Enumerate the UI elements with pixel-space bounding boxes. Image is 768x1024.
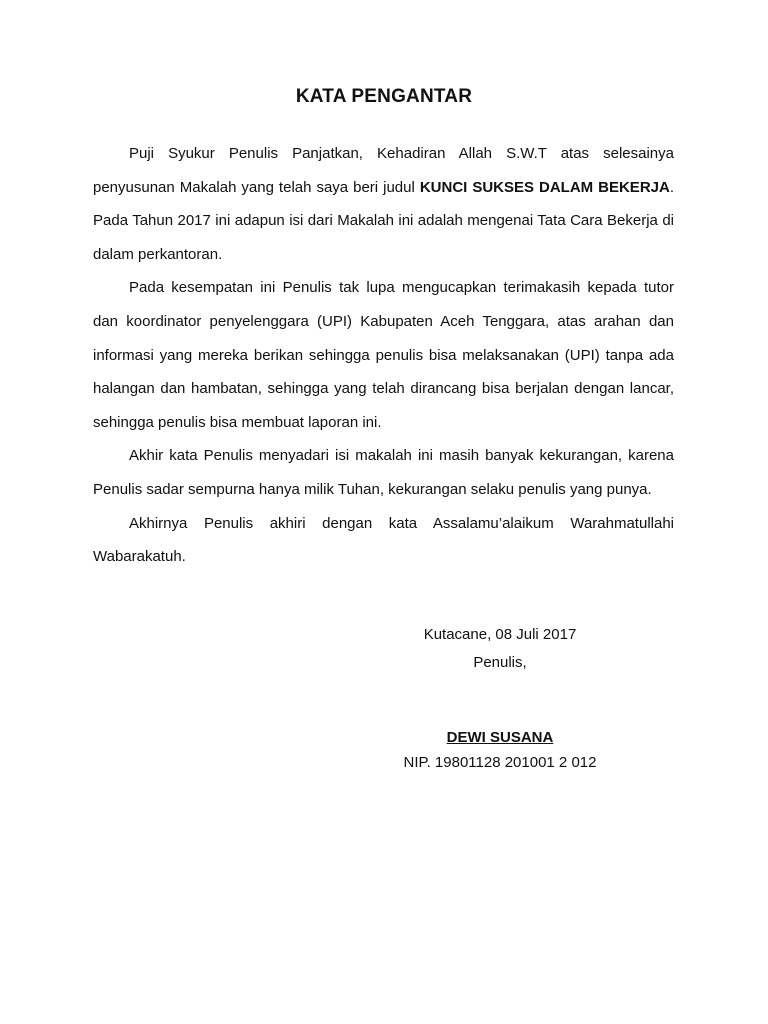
- closing-place-date: Kutacane, 08 Juli 2017: [423, 626, 577, 643]
- document-body: [93, 137, 674, 574]
- paragraph-2: Pada kesempatan ini Penulis tak lupa mengucapkan terimakasih kepada tutor dan koordinator penyelenggara (UPI) Kabupaten Aceh Tenggara, atas arahan dan informasi yang mereka berikan sehingga penulis bisa melaksanakan (UPI) tanpa ada halangan dan hambatan, sehingga yang telah dirancang bisa berjalan dengan lancar, sehingga penulis bisa membuat laporan ini.: [93, 279, 674, 431]
- page-title: KATA PENGANTAR: [295, 86, 473, 107]
- paragraph-1-bold-title: KUNCI SUKSES DALAM BEKERJA: [419, 178, 670, 196]
- paragraph-1-before: Puji Syukur Penulis Panjatkan, Kehadiran Allah S.W.T atas selesainya penyusunan Makalah yang telah saya beri judul: [93, 145, 674, 196]
- signer-role: Penulis,: [473, 654, 527, 671]
- paragraph-1-after: . Pada Tahun 2017 ini adapun isi dari Makalah ini adalah mengenai Tata Cara Bekerja di dalam perkantoran.: [93, 178, 674, 263]
- paragraph-1: [93, 137, 674, 271]
- signer-name: DEWI SUSANA: [446, 729, 554, 746]
- paragraph-4: Akhirnya Penulis akhiri dengan kata Assalamu’alaikum Warahmatullahi Wabarakatuh.: [93, 514, 674, 566]
- signer-nip: NIP. 19801128 201001 2 012: [403, 754, 597, 771]
- paragraph-3: Akhir kata Penulis menyadari isi makalah ini masih banyak kekurangan, karena Penulis sadar sempurna hanya milik Tuhan, kekurangan selaku penulis yang punya.: [93, 447, 674, 498]
